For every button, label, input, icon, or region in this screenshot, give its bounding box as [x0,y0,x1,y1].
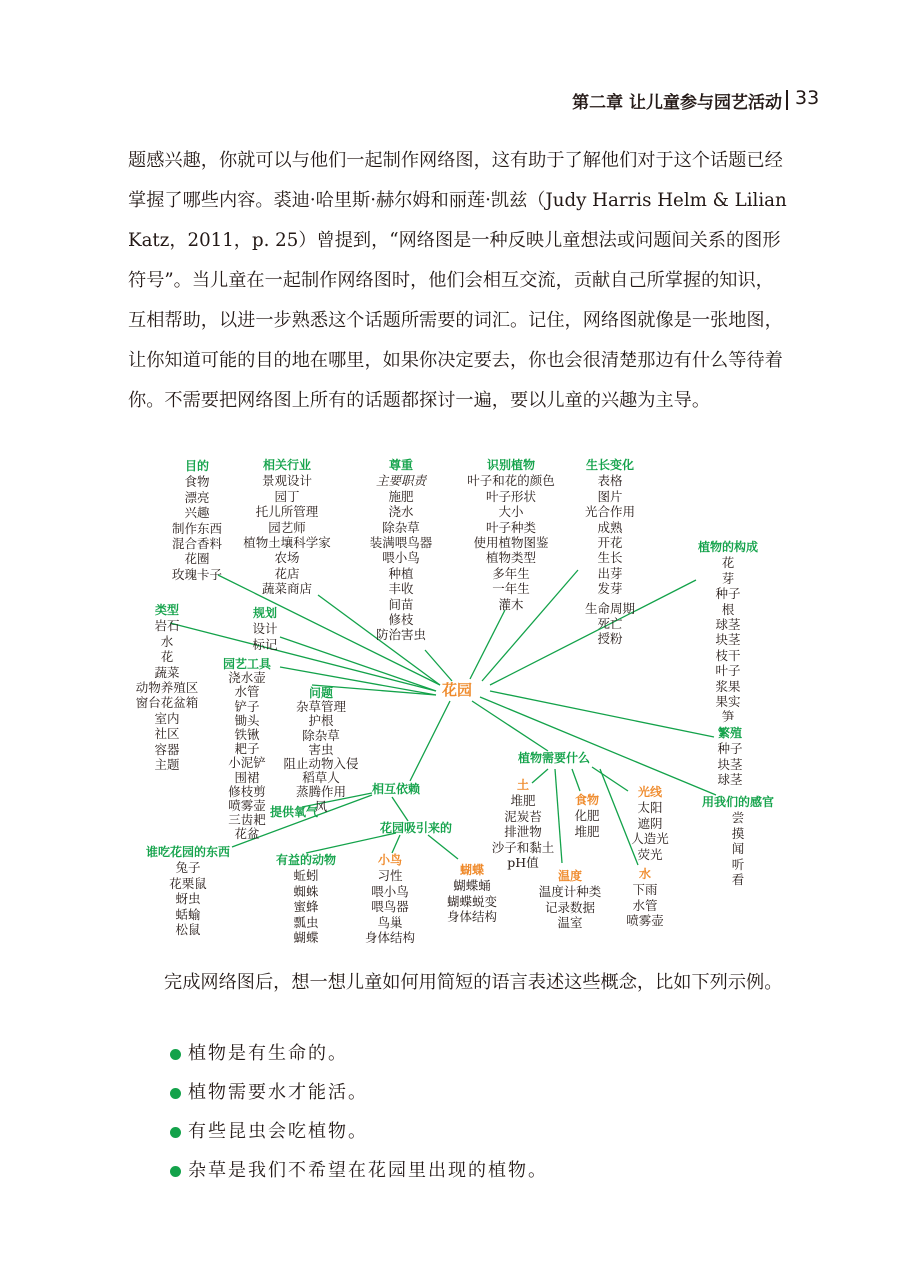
needs-title: 植物需要什么 [518,751,591,765]
list-item [170,1157,548,1196]
identify-item: 植物类型 [485,550,536,566]
tools-item: 锄头 [234,712,260,728]
food-item: 化肥 [574,808,600,824]
birds-item: 喂小鸟 [371,883,409,899]
tools-item: 水管 [234,684,260,700]
growth-item: 表格 [597,473,623,489]
header-divider [786,90,788,110]
example-text: 有些昆虫会吃植物。 [188,1121,368,1142]
respect-title: 尊重 [388,458,413,472]
depend-title: 相互依赖 [372,782,421,796]
careers-title: 相关行业 [262,458,311,472]
senses-item: 尝 [731,810,745,826]
list-item [170,1079,548,1118]
purpose-item: 兴趣 [184,505,210,521]
water-title: 水 [638,867,651,881]
light-item: 荧光 [637,846,663,862]
growth-item: 图片 [597,488,623,504]
tools-item: 耙子 [234,741,260,757]
parts-item: 根 [721,601,735,617]
reproduce-group [700,726,760,788]
food-item: 堆肥 [574,823,600,839]
list-item [170,1040,548,1079]
soil-title: 土 [516,778,529,792]
careers-item: 园艺师 [268,519,306,535]
light-item: 遮阴 [637,815,663,831]
tools-item: 铲子 [234,698,260,714]
purpose-item: 玫瑰卡子 [171,566,222,582]
parts-item: 枝干 [715,647,741,663]
planning-group [240,606,290,652]
planning-item: 标记 [252,636,278,652]
types-item: 动物养殖区 [135,680,199,696]
problems-group [278,686,364,814]
attract-title: 花园吸引来的 [380,821,453,835]
respect-item: 种植 [388,565,414,581]
running-header [0,88,900,112]
careers-item: 景观设计 [261,473,312,489]
birds-group [358,853,422,945]
line-attract [392,797,408,821]
water-item: 下雨 [632,882,658,898]
purpose-group [152,459,242,582]
types-group [122,603,212,772]
identify-item: 叶子和花的颜色 [467,473,555,489]
line-food [572,769,580,791]
reproduce-item: 块茎 [717,756,743,772]
page-number: 33 [795,87,820,109]
identify-item: 灌木 [498,596,524,612]
beneficial-item: 蝴蝶 [293,930,319,946]
food-group [566,793,608,839]
identify-item: 叶子种类 [485,519,536,535]
parts-title: 植物的构成 [697,540,758,554]
senses-item: 闻 [731,841,745,857]
types-item: 花 [160,649,174,665]
parts-group [688,540,768,725]
growth-item: 生命周期 [584,600,635,616]
purpose-item: 食物 [184,474,210,490]
respect-item: 浇水 [388,504,414,520]
chapter-title: 第二章 让儿童参与园艺活动 [572,93,782,113]
butterfly-group [440,863,504,925]
careers-item: 花店 [274,565,300,581]
bullet-dot-icon [170,1049,181,1060]
growth-item: 成熟 [597,519,623,535]
types-item: 蔬菜 [154,664,180,680]
respect-item: 除杂草 [382,519,420,535]
line-butterfly [428,835,458,859]
tools-item: 喷雾壶 [228,798,266,814]
beneficial-title: 有益的动物 [275,853,336,867]
tools-item: 修枝剪 [228,783,266,799]
problems-item: 风 [314,798,328,814]
types-item: 主题 [154,757,180,773]
purpose-title: 目的 [184,459,209,473]
temperature-title: 温度 [557,869,582,883]
types-item: 容器 [154,741,180,757]
soil-group [488,778,558,870]
planning-title: 规划 [252,606,277,620]
identify-item: 大小 [498,504,524,520]
water-group [618,867,672,929]
problems-item: 害虫 [308,741,334,757]
parts-item: 块茎 [715,632,741,648]
types-item: 室内 [154,710,180,726]
identify-item: 叶子形状 [485,488,536,504]
careers-item: 植物土壤科学家 [243,535,331,551]
respect-subtitle: 主要职责 [375,473,426,489]
beneficial-item: 蚯蚓 [293,868,319,884]
line-identify [470,610,505,679]
line-needs [472,701,548,751]
oxygen-title: 提供氧气 [270,805,319,819]
tools-item: 铁锹 [234,727,260,743]
example-text: 植物是有生命的。 [188,1043,348,1064]
topic-web-diagram [0,445,900,965]
tools-item: 小泥铲 [228,755,266,771]
eaters-group [138,845,238,937]
temperature-group [530,869,610,931]
butterfly-item: 蝴蝶蛹 [453,878,491,894]
types-title: 类型 [154,603,179,617]
soil-item: 堆肥 [510,793,536,809]
birds-item: 喂鸟器 [371,899,409,915]
line-beneficial [306,833,396,853]
identify-title: 识别植物 [486,458,535,472]
line-reproduce [490,691,714,737]
butterfly-item: 蝴蝶蜕变 [446,893,497,909]
water-item: 水管 [632,897,658,913]
tools-item: 花盆 [234,826,260,842]
growth-item: 光合作用 [584,504,635,520]
respect-item: 间苗 [388,596,414,612]
parts-item: 种子 [715,586,741,602]
types-item: 社区 [154,726,180,742]
senses-title: 用我们的感官 [701,795,774,809]
respect-group [355,458,447,643]
growth-item: 开花 [597,535,623,551]
tools-item: 三齿耙 [228,812,266,828]
problems-item: 杂草管理 [295,699,346,715]
parts-item: 果实 [715,694,741,710]
growth-item: 发芽 [597,581,623,597]
reproduce-item: 种子 [717,741,743,757]
butterfly-title: 蝴蝶 [459,863,484,877]
light-title: 光线 [637,785,662,799]
eaters-item: 兔子 [175,860,201,876]
careers-group [232,458,342,597]
senses-group [692,795,784,887]
temperature-item: 温室 [557,915,583,931]
growth-title: 生长变化 [585,458,634,472]
growth-item: 死亡 [597,616,623,632]
problems-item: 稻草人 [302,770,340,786]
soil-item: 沙子和黏土 [491,839,555,855]
reproduce-title: 繁殖 [717,726,742,740]
temperature-item: 温度计种类 [538,884,602,900]
careers-item: 农场 [274,550,300,566]
careers-item: 蔬菜商店 [261,581,312,597]
bullet-dot-icon [170,1166,181,1177]
beneficial-item: 蜘蛛 [293,883,319,899]
purpose-item: 制作东西 [171,520,222,536]
soil-item: pH值 [507,855,539,871]
tools-item: 浇水壶 [228,670,266,686]
light-group [622,785,678,862]
beneficial-item: 蜜蜂 [293,899,319,915]
hub-label: 花园 [442,681,473,699]
light-item: 太阳 [637,800,663,816]
followup-paragraph: 完成网络图后，想一想儿童如何用简短的语言表述这些概念，比如下列示例。 [164,972,783,993]
beneficial-group [268,853,344,945]
parts-item: 笋 [721,709,735,725]
identify-item: 一年生 [492,581,530,597]
birds-item: 身体结构 [364,930,415,946]
food-title: 食物 [574,793,599,807]
identify-group [455,458,567,612]
birds-item: 鸟巢 [377,914,403,930]
growth-item: 出芽 [597,565,623,581]
planning-item: 设计 [252,621,278,637]
parts-item: 球茎 [715,617,741,633]
intro-paragraph: 题感兴趣，你就可以与他们一起制作网络图，这有助于了解他们对于这个话题已经掌握了哪些内容。裘迪·哈里斯·赫尔姆和丽莲·凯兹（Judy Harris Helm & Lilian Katz，2011，p. 25）曾提到，“网络图是一种反映儿童想法或问题间关系的图形符号”。当儿童在一起制作网络图时，他们会相互交流，贡献自己所掌握的知识，互相帮助，以进一步熟悉这个话题所需要的词汇。记住，网络图就像是一张地图，让你知道可能的目的地在哪里，如果你决定要去，你也会很清楚那边有什么等待着你。不需要把网络图上所有的话题都探讨一遍，要以儿童的兴趣为主导。 [128,150,787,411]
line-birds [392,835,400,853]
senses-item: 听 [731,856,745,872]
respect-item: 施肥 [388,488,414,504]
respect-item: 装满喂鸟器 [369,535,433,551]
purpose-item: 混合香料 [171,536,222,552]
eaters-item: 蛞蝓 [175,906,201,922]
list-item [170,1118,548,1157]
example-text: 杂草是我们不希望在花园里出现的植物。 [188,1160,548,1181]
careers-item: 园丁 [274,488,300,504]
parts-item: 叶子 [715,663,741,679]
light-item: 人造光 [631,831,669,847]
butterfly-item: 身体结构 [446,909,497,925]
eaters-item: 花栗鼠 [169,875,207,891]
problems-item: 阻止动物入侵 [283,756,359,772]
eaters-item: 松鼠 [175,922,201,938]
water-item: 喷雾壶 [626,913,664,929]
parts-item: 芽 [721,570,735,586]
problems-item: 除杂草 [302,727,340,743]
birds-item: 习性 [377,868,403,884]
eaters-item: 蚜虫 [175,891,201,907]
types-item: 窗台花盆箱 [135,695,199,711]
parts-item: 花 [721,555,735,571]
respect-item: 防治害虫 [375,627,426,643]
tools-item: 围裙 [234,769,260,785]
respect-item: 喂小鸟 [382,550,420,566]
careers-item: 托儿所管理 [255,504,319,520]
reproduce-item: 球茎 [717,772,743,788]
purpose-item: 漂亮 [184,489,210,505]
types-item: 岩石 [154,618,180,634]
types-item: 水 [160,633,174,649]
senses-item: 看 [731,872,745,888]
identify-item: 使用植物图鉴 [473,535,549,551]
example-list [170,1040,548,1196]
growth-item: 生长 [597,550,623,566]
respect-item: 修枝 [388,612,414,628]
parts-item: 浆果 [715,678,741,694]
problems-item: 蒸腾作用 [295,784,346,800]
senses-item: 摸 [731,825,745,841]
identify-item: 多年生 [492,565,530,581]
soil-item: 排泄物 [504,824,542,840]
eaters-title: 谁吃花园的东西 [145,845,230,859]
soil-item: 泥炭苔 [504,808,542,824]
bullet-dot-icon [170,1088,181,1099]
growth-group [574,458,646,647]
problems-item: 护根 [308,713,334,729]
birds-title: 小鸟 [377,853,402,867]
bullet-dot-icon [170,1127,181,1138]
beneficial-item: 瓢虫 [293,914,319,930]
respect-item: 丰收 [388,581,414,597]
growth-item: 授粉 [597,631,623,647]
purpose-item: 花圈 [184,551,210,567]
problems-title: 问题 [308,686,333,700]
example-text: 植物需要水才能活。 [188,1082,368,1103]
line-depend [410,701,450,781]
tools-title: 园艺工具 [222,657,271,671]
temperature-item: 记录数据 [544,899,595,915]
